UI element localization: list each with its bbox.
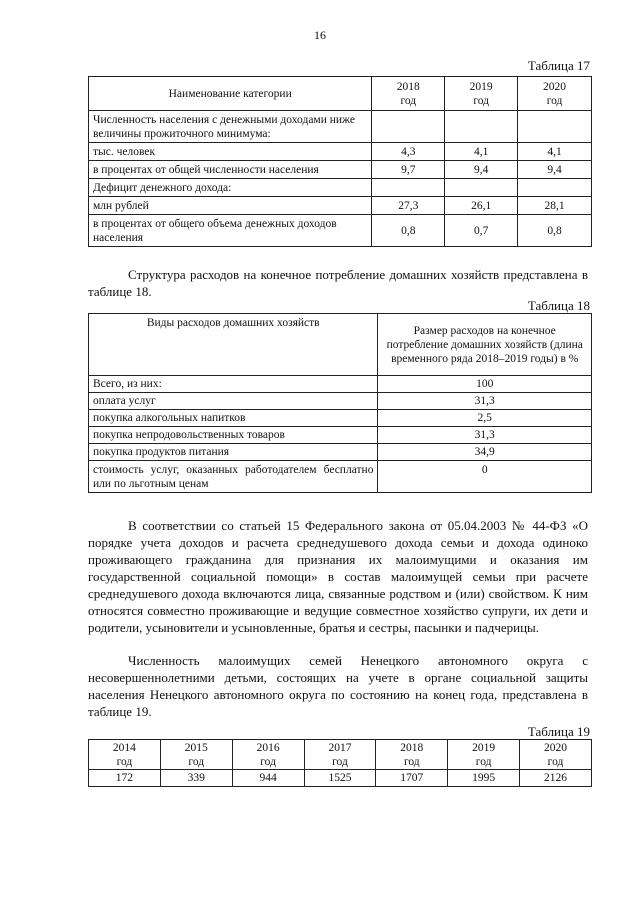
cell: 0,7 bbox=[445, 215, 518, 247]
cell: 4,1 bbox=[518, 143, 592, 161]
cell: 100 bbox=[378, 376, 592, 393]
table19-year: 2014 год bbox=[89, 740, 161, 770]
cell: 0,8 bbox=[372, 215, 445, 247]
cell: 9,7 bbox=[372, 161, 445, 179]
cell: 4,3 bbox=[372, 143, 445, 161]
paragraph-law bbox=[88, 517, 588, 636]
table-row bbox=[89, 179, 592, 197]
cell: 28,1 bbox=[518, 197, 592, 215]
cell bbox=[518, 111, 592, 143]
row-label: в процентах от общей численности населения bbox=[89, 161, 372, 179]
table19-year: 2018 год bbox=[376, 740, 448, 770]
table-row bbox=[89, 410, 592, 427]
cell: 339 bbox=[160, 770, 232, 787]
cell: 31,3 bbox=[378, 427, 592, 444]
cell bbox=[445, 179, 518, 197]
row-label: в процентах от общего объема денежных доходов населения bbox=[89, 215, 372, 247]
paragraph-structure bbox=[88, 266, 588, 300]
table-row bbox=[89, 161, 592, 179]
row-label: Дефицит денежного дохода: bbox=[89, 179, 372, 197]
cell: 34,9 bbox=[378, 444, 592, 461]
table17-header-2018: 2018 год bbox=[372, 77, 445, 111]
table-row bbox=[89, 111, 592, 143]
row-label: Численность населения с денежными доходами ниже величины прожиточного минимума: bbox=[89, 111, 372, 143]
table19-caption: Таблица 19 bbox=[527, 724, 590, 739]
cell: 1525 bbox=[304, 770, 376, 787]
table17-header-category: Наименование категории bbox=[89, 77, 372, 111]
table-row bbox=[89, 770, 592, 787]
table17 bbox=[88, 76, 592, 247]
table18-header-row bbox=[89, 314, 592, 376]
table-row bbox=[89, 461, 592, 493]
table17-header-row bbox=[89, 77, 592, 111]
cell: 9,4 bbox=[518, 161, 592, 179]
cell: 4,1 bbox=[445, 143, 518, 161]
table-row bbox=[89, 393, 592, 410]
table-row bbox=[89, 143, 592, 161]
table18-caption: Таблица 18 bbox=[527, 298, 590, 313]
row-label: Всего, из них: bbox=[89, 376, 378, 393]
cell: 944 bbox=[232, 770, 304, 787]
cell bbox=[372, 111, 445, 143]
paragraph-text: Структура расходов на конечное потребление домашних хозяйств представлена в таблице 18. bbox=[88, 267, 588, 299]
table19-year: 2016 год bbox=[232, 740, 304, 770]
paragraph-text: Численность малоимущих семей Ненецкого автономного округа с несовершеннолетними детьми, состоящих на учете в органе социальной защиты населения Ненецкого автономного округа по состоянию на конец года, представлена в таблице 19. bbox=[88, 653, 588, 719]
table-row bbox=[89, 427, 592, 444]
table17-header-2020: 2020 год bbox=[518, 77, 592, 111]
row-label: покупка продуктов питания bbox=[89, 444, 378, 461]
cell: 2126 bbox=[520, 770, 592, 787]
table-row bbox=[89, 376, 592, 393]
row-label: оплата услуг bbox=[89, 393, 378, 410]
table18-header-kind: Виды расходов домашних хозяйств bbox=[89, 314, 378, 376]
table18 bbox=[88, 313, 592, 493]
row-label: покупка непродовольственных товаров bbox=[89, 427, 378, 444]
cell: 1995 bbox=[448, 770, 520, 787]
cell bbox=[518, 179, 592, 197]
paragraph-text: В соответствии со статьей 15 Федерального закона от 05.04.2003 № 44-ФЗ «О порядке учета доходов и расчета среднедушевого дохода семьи и дохода одиноко проживающего гражданина для признания их малоимущими и оказания им государственной социальной помощи» в состав малоимущей семьи при расчете среднедушевого дохода включаются лица, связанные родством и (или) свойством. К ним относятся совместно проживающие и ведущие совместное хозяйство супруги, их дети и родители, усыновители и усыновленные, братья и сестры, пасынки и падчерицы. bbox=[88, 518, 588, 635]
table19-header-row bbox=[89, 740, 592, 770]
table19-year: 2020 год bbox=[520, 740, 592, 770]
cell: 2,5 bbox=[378, 410, 592, 427]
cell bbox=[372, 179, 445, 197]
table17-header-2019: 2019 год bbox=[445, 77, 518, 111]
cell: 1707 bbox=[376, 770, 448, 787]
page-number: 16 bbox=[314, 28, 326, 42]
row-label: стоимость услуг, оказанных работодателем бесплатно или по льготным ценам bbox=[89, 461, 378, 493]
table19 bbox=[88, 739, 592, 787]
table19-year: 2015 год bbox=[160, 740, 232, 770]
cell: 9,4 bbox=[445, 161, 518, 179]
table19-year: 2019 год bbox=[448, 740, 520, 770]
cell: 27,3 bbox=[372, 197, 445, 215]
cell: 31,3 bbox=[378, 393, 592, 410]
table17-caption: Таблица 17 bbox=[527, 58, 590, 73]
cell: 0 bbox=[378, 461, 592, 493]
table18-header-size: Размер расходов на конечное потребление домашних хозяйств (длина временного ряда 2018–2019 годы) в % bbox=[378, 314, 592, 376]
row-label: покупка алкогольных напитков bbox=[89, 410, 378, 427]
cell: 26,1 bbox=[445, 197, 518, 215]
cell bbox=[445, 111, 518, 143]
table-row bbox=[89, 444, 592, 461]
row-label: млн рублей bbox=[89, 197, 372, 215]
paragraph-families bbox=[88, 652, 588, 720]
table-row bbox=[89, 197, 592, 215]
table19-year: 2017 год bbox=[304, 740, 376, 770]
row-label: тыс. человек bbox=[89, 143, 372, 161]
cell: 0,8 bbox=[518, 215, 592, 247]
table-row bbox=[89, 215, 592, 247]
cell: 172 bbox=[89, 770, 161, 787]
